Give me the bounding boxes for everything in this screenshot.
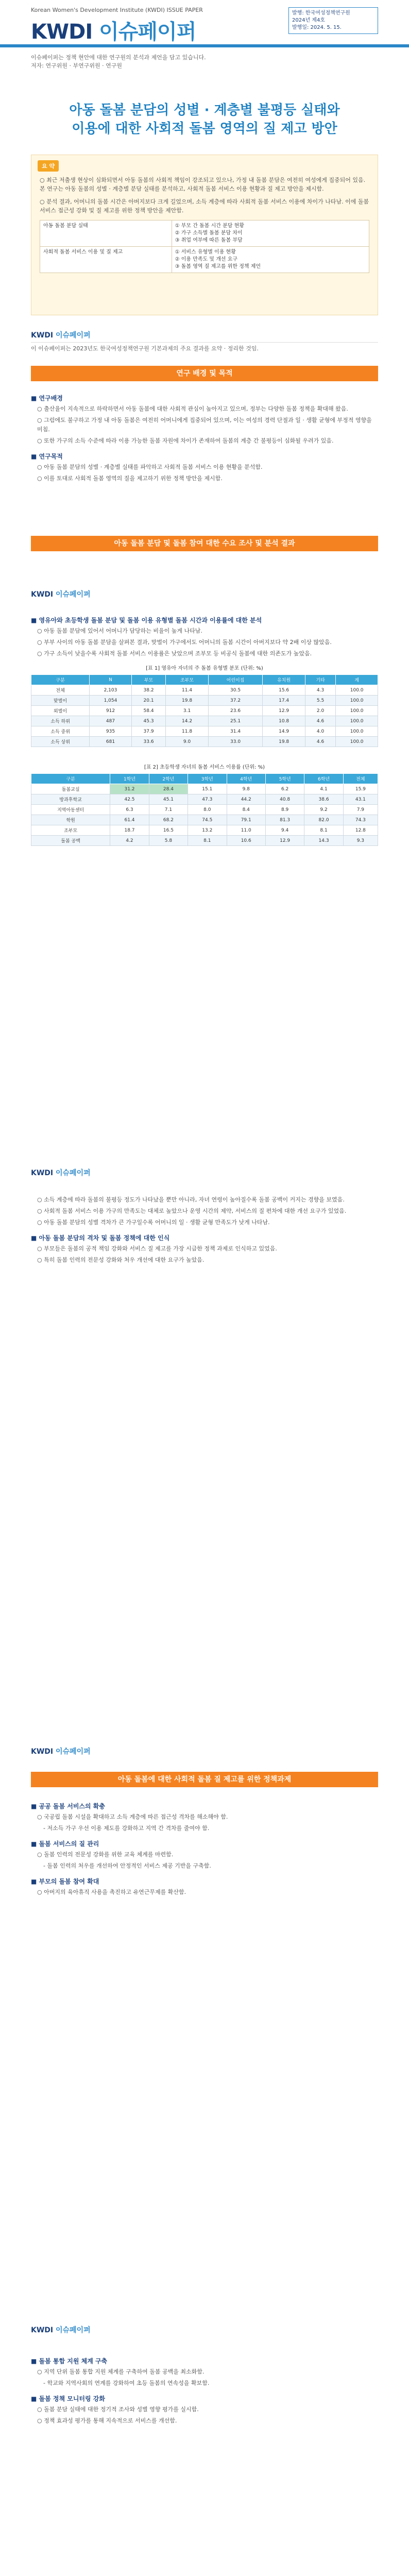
- cell: 100.0: [336, 737, 378, 747]
- cell: 10.8: [263, 716, 305, 726]
- cell: 8.4: [227, 805, 265, 815]
- table-row: [31, 784, 378, 794]
- cell: 935: [90, 726, 132, 737]
- summary-cell: 사회적 돌봄 서비스 이용 및 질 제고: [40, 247, 172, 273]
- page-brand-logo: [31, 1746, 91, 1756]
- paragraph: ○ 그럼에도 불구하고 가정 내 아동 돌봄은 여전히 어머니에게 집중되어 있으며, 이는 여성의 경력 단절과 일 · 생활 균형에 부정적 영향을 미침.: [37, 417, 372, 433]
- cell: 100.0: [336, 716, 378, 726]
- table-header: 부모: [131, 675, 165, 685]
- cell: 돌봄교실: [31, 784, 110, 794]
- subheading: ■ 연구배경: [31, 395, 63, 402]
- meta-line: 발행일: 2024. 5. 15.: [292, 25, 342, 30]
- cell: 681: [90, 737, 132, 747]
- page-4: [0, 1736, 409, 2314]
- subheading: ■ 돌봄 서비스의 질 관리: [31, 1840, 99, 1848]
- cell: 4.6: [305, 737, 335, 747]
- cell: 14.2: [166, 716, 209, 726]
- main-title-line: 아동 돌봄 분담의 성별 · 계층별 불평등 실태와: [69, 103, 340, 118]
- cell: 25.1: [208, 716, 263, 726]
- table-2: [31, 773, 378, 846]
- table-row: [31, 726, 378, 737]
- cell: 31.4: [208, 726, 263, 737]
- cell: 74.3: [343, 815, 378, 825]
- section-body: [31, 387, 378, 485]
- paragraph: ○ 돌봄 분담 실태에 대한 정기적 조사와 성별 영향 평가를 실시함.: [37, 2406, 199, 2413]
- cell: 40.8: [265, 794, 304, 805]
- cell: 38.2: [131, 685, 165, 696]
- cell: 소득 중위: [31, 726, 90, 737]
- cell: 13.2: [188, 825, 227, 836]
- paragraph: ○ 출산율이 지속적으로 하락하면서 아동 돌봄에 대한 사회적 관심이 높아지고 있으며, 정부는 다양한 돌봄 정책을 확대해 왔음.: [37, 405, 348, 412]
- cell: 전체: [31, 685, 90, 696]
- cell: 100.0: [336, 685, 378, 696]
- cell: 14.3: [304, 836, 343, 846]
- cell: 15.6: [263, 685, 305, 696]
- summary-cell: ① 부모 간 돌봄 시간 분담 현황 ② 가구 소득별 돌봄 분담 차이 ③ 취업 여부에 따른 돌봄 부담: [172, 221, 369, 247]
- cell: 912: [90, 706, 132, 716]
- cell: 11.4: [166, 685, 209, 696]
- main-title-line: 이용에 대한 사회적 돌봄 영역의 질 제고 방안: [72, 121, 337, 137]
- cell: 4.0: [305, 726, 335, 737]
- cell: 18.7: [110, 825, 149, 836]
- brand-rest: 이슈페이퍼: [56, 590, 91, 599]
- cell: 45.1: [149, 794, 188, 805]
- cell: 38.6: [304, 794, 343, 805]
- cell: 2.0: [305, 706, 335, 716]
- cell: 지역아동센터: [31, 805, 110, 815]
- cell: 33.0: [208, 737, 263, 747]
- meta-line: 2024년 제4호: [292, 18, 325, 23]
- cell: 7.9: [343, 805, 378, 815]
- cell: 30.5: [208, 685, 263, 696]
- table-row: [31, 805, 378, 815]
- paragraph: ○ 이를 토대로 사회적 돌봄 영역의 질을 제고하기 위한 정책 방안을 제시함.: [37, 475, 223, 482]
- page-brand-logo: [31, 1167, 91, 1178]
- page-3: [0, 1157, 409, 1736]
- cell: 9.2: [304, 805, 343, 815]
- table-header: 구분: [31, 675, 90, 685]
- cell: 16.5: [149, 825, 188, 836]
- table-header: 1학년: [110, 774, 149, 784]
- brand-title-text: 이슈페이퍼: [99, 20, 196, 44]
- paragraph: ○ 지역 단위 돌봄 통합 지원 체계를 구축하여 돌봄 공백을 최소화함.: [37, 2368, 204, 2375]
- table-row: [31, 794, 378, 805]
- table-header: 어린이집: [208, 675, 263, 685]
- section-header: 연구 배경 및 목적: [31, 366, 378, 381]
- cell: 20.1: [131, 696, 165, 706]
- header-meta-box: [288, 7, 378, 34]
- cell: 4.2: [110, 836, 149, 846]
- page-1: [0, 0, 409, 579]
- paragraph: - 학교와 지역사회의 연계를 강화하여 초등 돌봄의 연속성을 확보함.: [43, 2380, 210, 2386]
- page-footnote: 이 이슈페이퍼는 2023년도 한국여성정책연구원 기본과제의 주요 결과를 요약 · 정리한 것임.: [31, 342, 378, 353]
- paragraph: ○ 사회적 돌봄 서비스 이용 가구의 만족도는 대체로 높았으나 운영 시간의 제약, 서비스의 질 편차에 대한 개선 요구가 있었음.: [37, 1208, 347, 1214]
- paragraph: ○ 부부 사이의 아동 돌봄 분담을 살펴본 결과, 맞벌이 가구에서도 어머니의 돌봄 시간이 아버지보다 약 2배 이상 많았음.: [37, 639, 332, 646]
- paragraph: - 저소득 가구 우선 이용 제도를 강화하고 지역 간 격차를 줄여야 함.: [43, 1825, 210, 1832]
- page-brand-logo: [31, 2325, 91, 2335]
- cell: 100.0: [336, 696, 378, 706]
- table-row: [31, 696, 378, 706]
- paragraph: - 돌봄 인력의 처우를 개선하여 안정적인 서비스 제공 기반을 구축함.: [43, 1862, 211, 1869]
- cell: 학원: [31, 815, 110, 825]
- table-header: 구분: [31, 774, 110, 784]
- paragraph: ○ 소득 계층에 따라 돌봄의 불평등 정도가 나타났을 뿐만 아니라, 자녀 연령이 높아질수록 돌봄 공백이 커지는 경향을 보였음.: [37, 1196, 345, 1203]
- paragraph: ○ 아동 돌봄 분담에 있어서 어머니가 담당하는 비율이 높게 나타남.: [37, 628, 202, 634]
- cell: 6.2: [265, 784, 304, 794]
- section-body: [31, 1193, 378, 1267]
- section-body: [31, 1795, 378, 1899]
- summary-table: [40, 220, 369, 273]
- paragraph: ○ 아동 돌봄 분담의 성별 격차가 큰 가구일수록 어머니의 일 · 생활 균형 만족도가 낮게 나타남.: [37, 1219, 270, 1226]
- brand-rest: 이슈페이퍼: [56, 1748, 91, 1756]
- cell: 9.0: [166, 737, 209, 747]
- cell: 45.3: [131, 716, 165, 726]
- table-header: 전체: [343, 774, 378, 784]
- info-line: 이슈페이퍼는 정책 현안에 대한 연구원의 분석과 제언을 담고 있습니다.: [31, 54, 206, 61]
- subheading: ■ 공공 돌봄 서비스의 확충: [31, 1803, 105, 1810]
- brand-prefix: KWDI: [31, 1748, 54, 1756]
- table-row: [31, 815, 378, 825]
- cell: 100.0: [336, 726, 378, 737]
- table-row: [31, 706, 378, 716]
- cell: 3.1: [166, 706, 209, 716]
- page-brand-logo: [31, 330, 91, 340]
- table-header: 유치원: [263, 675, 305, 685]
- table-header: 기타: [305, 675, 335, 685]
- cell: 33.6: [131, 737, 165, 747]
- table-header: 5학년: [265, 774, 304, 784]
- cell: 8.9: [265, 805, 304, 815]
- cell: 5.8: [149, 836, 188, 846]
- cell: 47.3: [188, 794, 227, 805]
- cell: 23.6: [208, 706, 263, 716]
- cell: 68.2: [149, 815, 188, 825]
- info-line: 저자: 연구위원 · 부연구위원 · 연구원: [31, 62, 122, 69]
- cell: 9.8: [227, 784, 265, 794]
- summary-paragraph: ○ 분석 결과, 어머니의 돌봄 시간은 아버지보다 크게 길었으며, 소득 계층에 따라 사회적 돌봄 서비스 이용에 차이가 나타남. 이에 돌봄 서비스 접근성 강화 및 질 제고를 위한 정책 방안을 제안함.: [40, 198, 369, 214]
- subheading: ■ 아동 돌봄 분담의 격차 및 돌봄 정책에 대한 인식: [31, 1234, 170, 1242]
- brand-title: [31, 15, 196, 45]
- cell: 7.1: [149, 805, 188, 815]
- table-header: 계: [336, 675, 378, 685]
- cell: 15.1: [188, 784, 227, 794]
- section-body: [31, 2350, 378, 2428]
- cell: 11.0: [227, 825, 265, 836]
- brand-prefix: KWDI: [31, 20, 93, 44]
- cell: 12.8: [343, 825, 378, 836]
- main-title: [31, 101, 378, 138]
- table-header: 3학년: [188, 774, 227, 784]
- cell: 6.3: [110, 805, 149, 815]
- cell: 12.9: [263, 706, 305, 716]
- section-header: 아동 돌봄에 대한 사회적 돌봄 질 제고를 위한 정책과제: [31, 1772, 378, 1787]
- cell: 19.8: [263, 737, 305, 747]
- cell: 맞벌이: [31, 696, 90, 706]
- paragraph: ○ 아버지의 육아휴직 사용을 촉진하고 유연근무제를 확산함.: [37, 1889, 186, 1895]
- summary-paragraph: ○ 최근 저출생 현상이 심화되면서 아동 돌봄의 사회적 책임이 강조되고 있으나, 가정 내 돌봄 분담은 여전히 여성에게 집중되어 있음. 본 연구는 아동 돌봄의 성별 · 계층별 분담 실태를 분석하고, 사회적 돌봄 서비스 이용 현황과 질 제고 방안을 제시함.: [40, 177, 366, 192]
- summary-cell: 아동 돌봄 분담 실태: [40, 221, 172, 247]
- paragraph: ○ 특히 돌봄 인력의 전문성 강화와 처우 개선에 대한 요구가 높았음.: [37, 1257, 204, 1263]
- cell: 10.6: [227, 836, 265, 846]
- brand-prefix: KWDI: [31, 590, 54, 599]
- cell: 81.3: [265, 815, 304, 825]
- cell: 12.9: [265, 836, 304, 846]
- table-caption: [표 1] 영유아 자녀의 주 돌봄 유형별 분포 (단위: %): [146, 666, 263, 671]
- table-header: 6학년: [304, 774, 343, 784]
- table-row: [31, 825, 378, 836]
- table-header: 조부모: [166, 675, 209, 685]
- cell: 37.9: [131, 726, 165, 737]
- paragraph: ○ 또한 가구의 소득 수준에 따라 이용 가능한 돌봄 자원에 차이가 존재하여 돌봄의 계층 간 불평등이 심화될 우려가 있음.: [37, 437, 334, 444]
- header-divider: [0, 44, 409, 47]
- cell: 4.1: [304, 784, 343, 794]
- cell: 11.8: [166, 726, 209, 737]
- page-2: [0, 579, 409, 1157]
- subheading: ■ 돌봄 정책 모니터링 강화: [31, 2395, 105, 2402]
- brand-prefix: KWDI: [31, 1169, 54, 1177]
- brand-rest: 이슈페이퍼: [56, 1169, 91, 1177]
- brand-prefix: KWDI: [31, 331, 54, 340]
- cell: 82.0: [304, 815, 343, 825]
- cell: 19.8: [166, 696, 209, 706]
- table-row: [31, 716, 378, 726]
- section-body: [31, 609, 378, 846]
- table-header: 2학년: [149, 774, 188, 784]
- table-row: [31, 836, 378, 846]
- cell: 58.4: [131, 706, 165, 716]
- org-english-name: Korean Women's Development Institute (KWDI) ISSUE PAPER: [31, 7, 203, 13]
- meta-line: 발행: 한국여성정책연구원: [292, 10, 350, 16]
- cell: 9.4: [265, 825, 304, 836]
- cell: 61.4: [110, 815, 149, 825]
- cell: 487: [90, 716, 132, 726]
- cell: 소득 상위: [31, 737, 90, 747]
- cell: 43.1: [343, 794, 378, 805]
- cell: 14.9: [263, 726, 305, 737]
- page-brand-logo: [31, 589, 91, 599]
- subheading: ■ 연구목적: [31, 453, 63, 460]
- cell: 15.9: [343, 784, 378, 794]
- table-header: N: [90, 675, 132, 685]
- table-row: [31, 685, 378, 696]
- summary-box: [31, 155, 378, 315]
- cell: 조부모: [31, 825, 110, 836]
- table-row: [31, 737, 378, 747]
- cell: 31.2: [110, 784, 149, 794]
- paragraph: ○ 가구 소득이 낮을수록 사회적 돌봄 서비스 이용률은 낮았으며 조부모 등 비공식 돌봄에 대한 의존도가 높았음.: [37, 650, 312, 657]
- table-1: [31, 674, 378, 747]
- cell: 9.3: [343, 836, 378, 846]
- cell: 소득 하위: [31, 716, 90, 726]
- section-header: 아동 돌봄 분담 및 돌봄 참여 대한 수요 조사 및 분석 결과: [31, 536, 378, 551]
- page-5: [0, 2314, 409, 2576]
- cell: 1,054: [90, 696, 132, 706]
- cell: 방과후학교: [31, 794, 110, 805]
- cell: 외벌이: [31, 706, 90, 716]
- paragraph: ○ 부모들은 돌봄의 공적 책임 강화와 서비스 질 제고를 가장 시급한 정책 과제로 인식하고 있었음.: [37, 1245, 277, 1252]
- cell: 17.4: [263, 696, 305, 706]
- cell: 37.2: [208, 696, 263, 706]
- subheading: ■ 영유아와 초등학생 돌봄 분담 및 돌봄 이용 유형별 돌봄 시간과 이용률에 대한 분석: [31, 617, 262, 624]
- paragraph: ○ 아동 돌봄 분담의 성별 · 계층별 실태를 파악하고 사회적 돌봄 서비스 이용 현황을 분석함.: [37, 464, 263, 470]
- cell: 2,103: [90, 685, 132, 696]
- cell: 8.1: [304, 825, 343, 836]
- table-header: 4학년: [227, 774, 265, 784]
- cell: 4.3: [305, 685, 335, 696]
- cell: 돌봄 공백: [31, 836, 110, 846]
- cell: 8.1: [188, 836, 227, 846]
- cell: 8.0: [188, 805, 227, 815]
- summary-tag: 요 약: [38, 160, 59, 172]
- cell: 5.5: [305, 696, 335, 706]
- cell: 4.6: [305, 716, 335, 726]
- subheading: ■ 부모의 돌봄 참여 확대: [31, 1878, 99, 1885]
- paragraph: ○ 정책 효과성 평가를 통해 지속적으로 서비스를 개선함.: [37, 2417, 177, 2424]
- brand-rest: 이슈페이퍼: [56, 2326, 91, 2334]
- table-caption: [표 2] 초등학생 자녀의 돌봄 서비스 이용률 (단위: %): [144, 765, 265, 770]
- brand-rest: 이슈페이퍼: [56, 331, 91, 340]
- paragraph: ○ 국공립 돌봄 시설을 확대하고 소득 계층에 따른 접근성 격차를 해소해야 함.: [37, 1814, 228, 1820]
- cell: 100.0: [336, 706, 378, 716]
- subheading: ■ 돌봄 통합 지원 체계 구축: [31, 2358, 108, 2365]
- brand-prefix: KWDI: [31, 2326, 54, 2334]
- cell: 74.5: [188, 815, 227, 825]
- cell: 42.5: [110, 794, 149, 805]
- summary-cell: ① 서비스 유형별 이용 현황 ② 이용 만족도 및 개선 요구 ③ 돌봄 영역 질 제고를 위한 정책 제언: [172, 247, 369, 273]
- cell: 28.4: [149, 784, 188, 794]
- cell: 79.1: [227, 815, 265, 825]
- cell: 44.2: [227, 794, 265, 805]
- paragraph: ○ 돌봄 인력의 전문성 강화를 위한 교육 체계를 마련함.: [37, 1851, 174, 1858]
